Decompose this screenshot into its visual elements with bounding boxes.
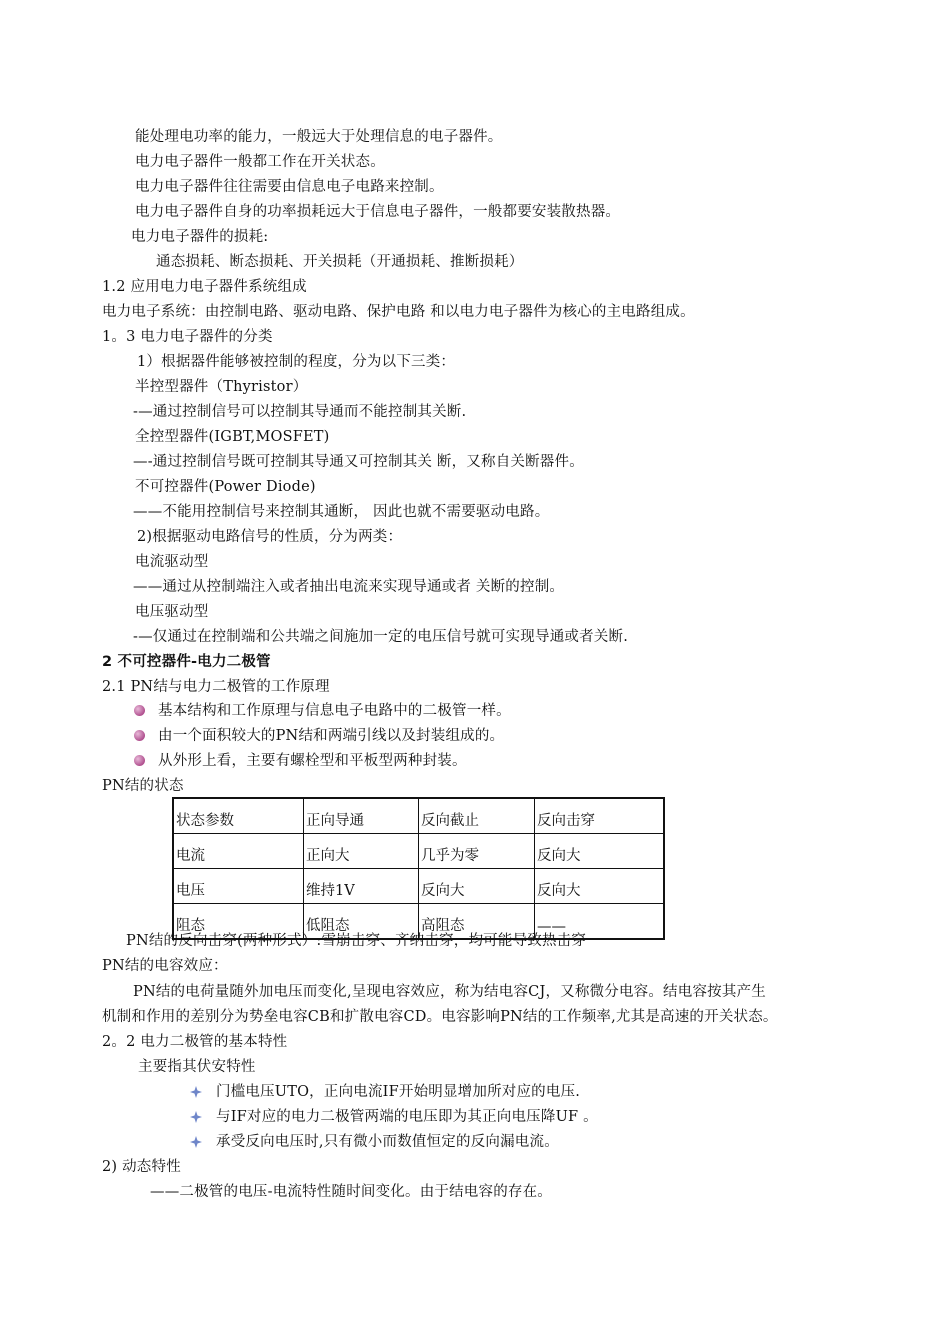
diamond-bullet-icon — [190, 1086, 202, 1098]
bullet-item: 门槛电压UTO，正向电流IF开始明显增加所对应的电压. — [216, 1084, 581, 1100]
text-line: 电流驱动型 — [135, 554, 209, 570]
section-heading: 2。2 电力二极管的基本特性 — [102, 1034, 288, 1050]
table-cell: 状态参数 — [173, 798, 304, 834]
section-heading: 2.1 PN结与电力二极管的工作原理 — [102, 679, 330, 695]
table-cell: 电流 — [173, 834, 304, 869]
text-line: PN结的状态 — [102, 778, 184, 794]
text-line: 半控型器件（Thyristor） — [135, 379, 308, 395]
text-line: 电力电子系统：由控制电路、驱动电路、保护电路 和以电力电子器件为核心的主电路组成。 — [102, 304, 695, 320]
table-cell: 低阻态 — [304, 904, 419, 940]
diamond-bullet-icon — [190, 1136, 202, 1148]
table-cell: 几乎为零 — [419, 834, 535, 869]
bullet-item: 由一个面积较大的PN结和两端引线以及封装组成的。 — [158, 728, 505, 744]
section-heading: 1。3 电力电子器件的分类 — [102, 329, 273, 345]
table-row — [173, 869, 664, 904]
diamond-bullet-icon — [190, 1111, 202, 1123]
section-heading: 1.2 应用电力电子器件系统组成 — [102, 279, 307, 295]
text-line: —-通过控制信号既可控制其导通又可控制其关 断，又称自关断器件。 — [133, 454, 584, 470]
text-line: 机制和作用的差别分为势垒电容CB和扩散电容CD。电容影响PN结的工作频率,尤其是高速的开关状态。 — [102, 1009, 778, 1025]
text-line: ——通过从控制端注入或者抽出电流来实现导通或者 关断的控制。 — [133, 579, 565, 595]
table-cell: 反向大 — [535, 869, 665, 904]
text-line: 1）根据器件能够被控制的程度，分为以下三类： — [137, 354, 456, 370]
table-row — [173, 798, 664, 834]
text-line: 电力电子器件一般都工作在开关状态。 — [135, 154, 385, 170]
text-line: -—通过控制信号可以控制其导通而不能控制其关断. — [133, 404, 467, 420]
text-line: 2) 动态特性 — [102, 1159, 181, 1175]
bullet-dot-icon — [134, 730, 145, 741]
bullet-dot-icon — [134, 705, 145, 716]
table-cell: 正向大 — [304, 834, 419, 869]
table-cell: 反向击穿 — [535, 798, 665, 834]
text-line: PN结的电容效应： — [102, 958, 228, 974]
text-line: 电力电子器件自身的功率损耗远大于信息电子器件，一般都要安装散热器。 — [135, 204, 621, 220]
text-line: 电压驱动型 — [135, 604, 209, 620]
table-row — [173, 834, 664, 869]
text-line: 全控型器件(IGBT,MOSFET) — [135, 429, 330, 445]
table-cell: 高阻态 — [419, 904, 535, 940]
text-line: 通态损耗、断态损耗、开关损耗（开通损耗、推断损耗） — [156, 254, 524, 270]
text-line: 能处理电功率的能力，一般远大于处理信息的电子器件。 — [135, 129, 503, 145]
chapter-heading: 2 不可控器件-电力二极管 — [102, 654, 271, 670]
text-line: ——二极管的电压-电流特性随时间变化。由于结电容的存在。 — [150, 1184, 552, 1200]
bullet-item: 与IF对应的电力二极管两端的电压即为其正向电压降UF 。 — [216, 1109, 598, 1125]
text-line: 2)根据驱动电路信号的性质，分为两类： — [137, 529, 403, 545]
bullet-item: 基本结构和工作原理与信息电子电路中的二极管一样。 — [158, 703, 511, 719]
pn-state-table — [172, 797, 665, 940]
text-line: 电力电子器件往往需要由信息电子电路来控制。 — [135, 179, 444, 195]
table-cell: 反向大 — [419, 869, 535, 904]
table-cell: 阻态 — [173, 904, 304, 940]
table-cell: 反向大 — [535, 834, 665, 869]
table-cell: 正向导通 — [304, 798, 419, 834]
bullet-item: 从外形上看，主要有螺栓型和平板型两种封装。 — [158, 753, 467, 769]
bullet-dot-icon — [134, 755, 145, 766]
text-line: 电力电子器件的损耗: — [131, 229, 269, 245]
table-cell: 反向截止 — [419, 798, 535, 834]
text-line: ——不能用控制信号来控制其通断， 因此也就不需要驱动电路。 — [133, 504, 550, 520]
table-cell: 电压 — [173, 869, 304, 904]
text-line: PN结的电荷量随外加电压而变化,呈现电容效应，称为结电容CJ，又称微分电容。结电容按其产生 — [133, 984, 766, 1000]
text-line: 主要指其伏安特性 — [138, 1059, 256, 1075]
bullet-item: 承受反向电压时,只有微小而数值恒定的反向漏电流。 — [216, 1134, 559, 1150]
text-line: PN结的反向击穿(两种形式）:雪崩击穿、齐纳击穿，均可能导致热击穿 — [126, 933, 587, 949]
text-line: 不可控器件(Power Diode) — [135, 479, 316, 495]
table-cell: —— — [535, 904, 665, 940]
text-line: -—仅通过在控制端和公共端之间施加一定的电压信号就可实现导通或者关断. — [133, 629, 629, 645]
table-cell: 维持1V — [304, 869, 419, 904]
